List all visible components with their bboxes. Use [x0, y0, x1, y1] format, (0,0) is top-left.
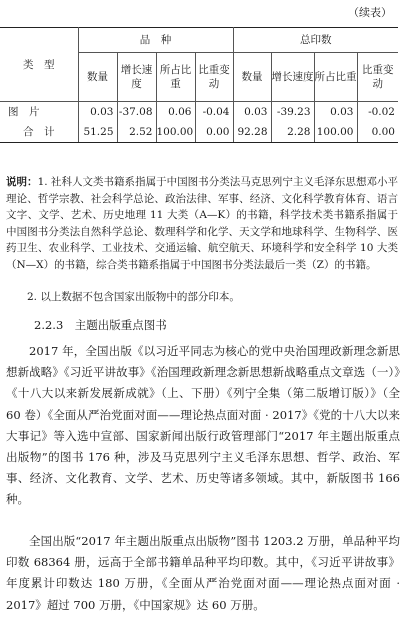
- continued-label: （续表）: [348, 6, 392, 19]
- table-cell: 100.00: [314, 121, 357, 143]
- note-text-1: 1. 社科人文类书籍系指属于中国图书分类法马克思列宁主义毛泽东思想邓小平理论、哲学宗教、社会科学总论、政治法律、军事、经济、文化科学教育体育、语言文字、文学、艺术、历史地理 11 大类（A—K）的书籍，科学技术类书籍系指属于中国图书分类法自然科学总论、数理科学和化学、天文学和地球科学、生物科学、医药卫生、农业科学、工业技术、交通运输、航空航天、环境科学和安全科学 10 大类（N—X）的书籍，综合类书籍系指属于中国图书分类法最后一类（Z）的书籍。: [6, 176, 399, 271]
- table-cell: -0.02: [368, 105, 395, 118]
- table-cell: 0.03: [314, 102, 357, 122]
- table-cell: 51.25: [78, 121, 117, 143]
- statistics-table: [0, 27, 398, 143]
- table-cell: 0.03: [78, 102, 117, 122]
- note-item-2: 2. 以上数据不包含国家出版物中的部分印本。: [27, 291, 240, 303]
- table-cell: 92.28: [233, 121, 271, 143]
- table-cell: 0.00: [195, 121, 233, 143]
- body-paragraph-2: 全国出版“2017 年主题出版重点出版物”图书 1203.2 万册，单品种平均印数 68364 册，远高于全部书籍单品种平均印数。其中，《习近平讲故事》年度累计印数达 180 万册，《全面从严治党面对面——理论热点面对面 · 2017》超过 700 万册，《中国家规》达 60 万册。: [6, 534, 400, 612]
- table-cell: -37.08: [117, 102, 156, 122]
- note-item-1: [6, 174, 398, 273]
- table-row: [0, 121, 398, 143]
- table-cell: -0.04: [195, 102, 233, 122]
- table-cell: 2.52: [117, 121, 156, 143]
- column-header: 增长速度: [271, 53, 314, 102]
- column-header: 增长速度: [117, 53, 156, 102]
- table-cell: 100.00: [156, 121, 195, 143]
- section-heading: 2.2.3 主题出版重点图书: [34, 318, 167, 332]
- row-category: 图 片: [0, 102, 78, 122]
- group-header-total-prints: 总印数: [233, 28, 398, 53]
- note-label: 说明：: [6, 176, 38, 188]
- table-cell: 2.28: [271, 121, 314, 143]
- column-header: 数量: [78, 53, 117, 102]
- table-row: [0, 102, 398, 122]
- column-header: 比重变动: [195, 53, 233, 102]
- group-header-varieties: 品 种: [78, 28, 233, 53]
- column-header: 数量: [233, 53, 271, 102]
- table-cell: 0.00: [357, 121, 398, 143]
- row-category: 合 计: [0, 121, 78, 143]
- table-cell: 0.03: [233, 102, 271, 122]
- category-header: 类 型: [0, 28, 78, 102]
- body-paragraph-1: 2017 年，全国出版《以习近平同志为核心的党中央治国理政新理念新思想新战略》《习近平讲故事》《治国理政新理念新思想新战略重点文章选（一）》《十八大以来新发展新成就》（上、下册）《列宁全集（第二版增订版）》（全 60 卷）《全面从严治党面对面——理论热点面对面 · 2017》《党的十八大以来大事记》等入选中宣部、国家新闻出版行政管理部门“2017 年主题出版重点出版物”的图书 176 种，涉及马克思列宁主义毛泽东思想、哲学、政治、军事、经济、文化教育、文学、艺术、历史等诸多领域。其中，新版图书 166 种。: [6, 344, 400, 507]
- column-header: 比重变动: [357, 53, 398, 102]
- table-cell: 0.06: [156, 102, 195, 122]
- column-header: 所占比重: [314, 53, 357, 102]
- table-cell: -39.23: [271, 102, 314, 122]
- column-header: 所占比重: [156, 53, 195, 102]
